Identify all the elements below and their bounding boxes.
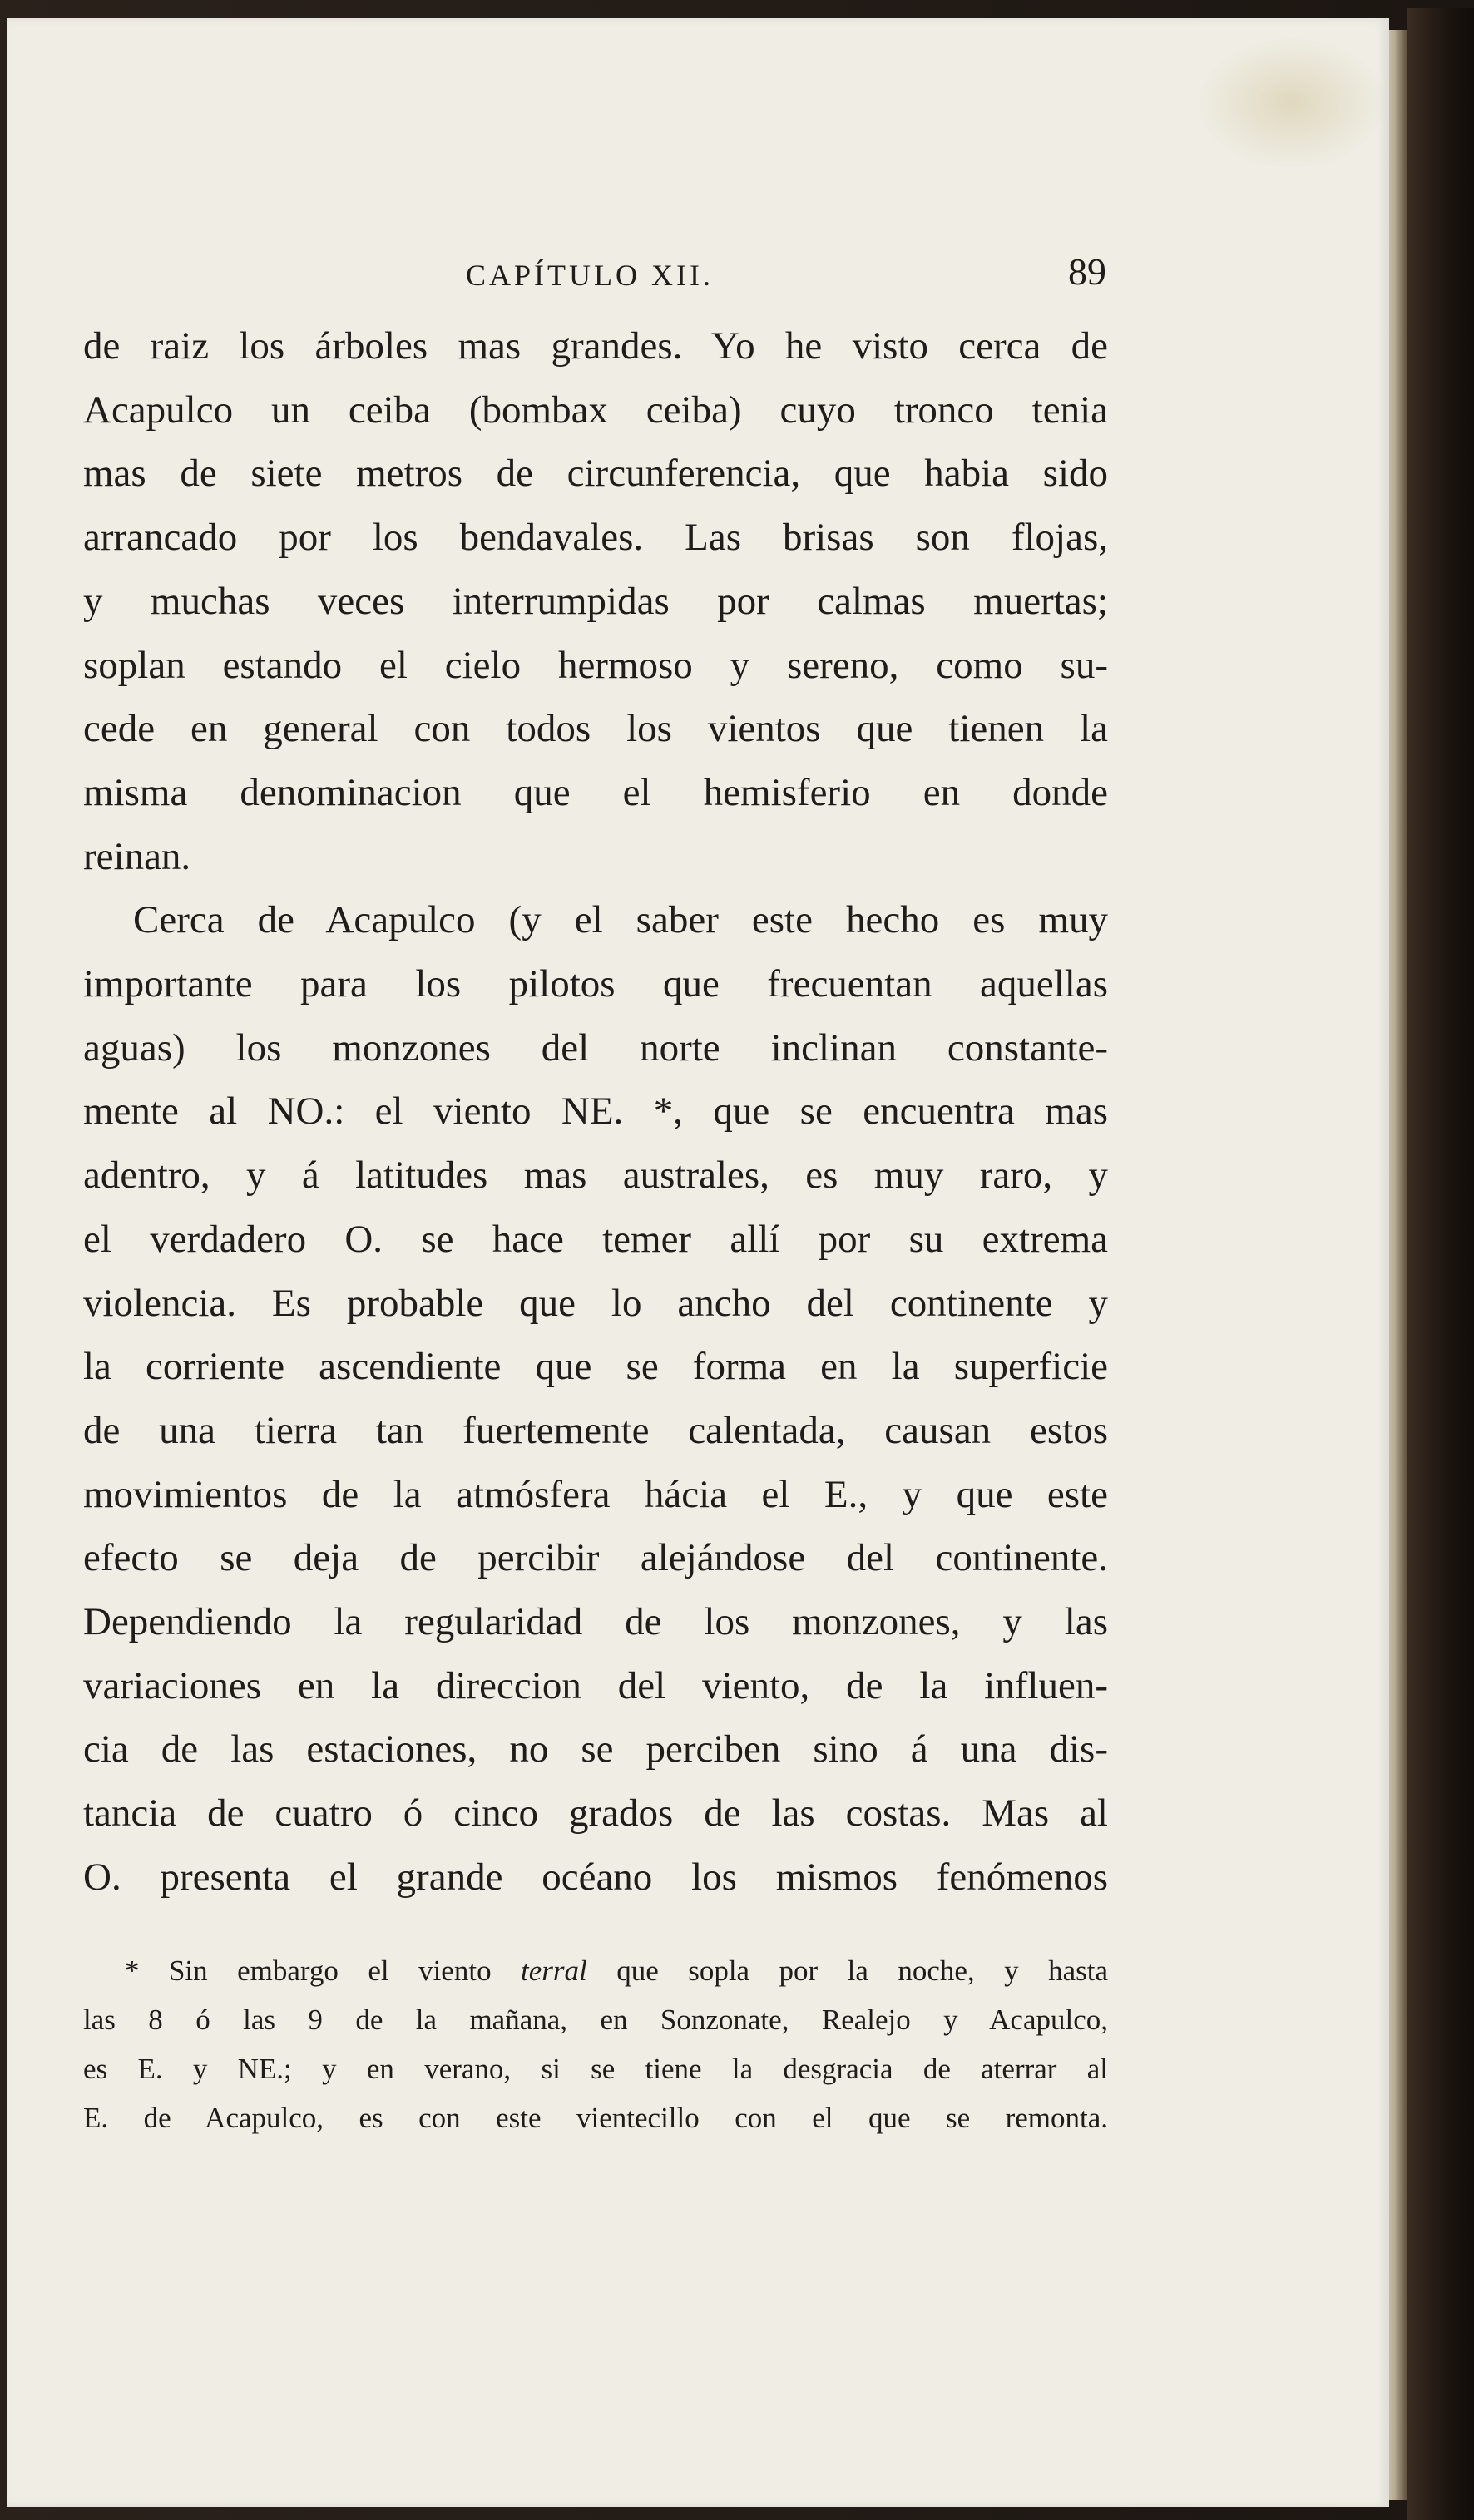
text-line: de raiz los árboles mas grandes. Yo he visto cerca de: [83, 324, 1108, 368]
text-line: mente al NO.: el viento NE. *, que se encuentra mas: [83, 1090, 1108, 1134]
page-stain: [1196, 37, 1387, 170]
text-line: arrancado por los bendavales. Las brisas son flojas,: [83, 516, 1108, 560]
text-line: aguas) los monzones del norte inclinan constante-: [83, 1025, 1108, 1070]
running-head: CAPÍTULO XII.: [466, 259, 714, 292]
text-line: cia de las estaciones, no se perciben sino á una dis-: [83, 1727, 1108, 1771]
text-line: Cerca de Acapulco (y el saber este hecho es muy: [133, 898, 1108, 942]
text-line: y muchas veces interrumpidas por calmas muertas;: [83, 579, 1108, 623]
text-line: tancia de cuatro ó cinco grados de las costas. Mas al: [83, 1791, 1108, 1836]
text-line: variaciones en la direccion del viento, de la influen-: [83, 1663, 1108, 1707]
text-line: de una tierra tan fuertemente calentada, causan estos: [83, 1408, 1108, 1452]
text-line: soplan estando el cielo hermoso y sereno, como su-: [83, 643, 1108, 687]
footnote-line: es E. y NE.; y en verano, si se tiene la desgracia de aterrar al: [83, 2053, 1108, 2085]
book-spine: [1407, 8, 1474, 2520]
page-number: 89: [1068, 250, 1106, 293]
text-line: reinan.: [83, 834, 191, 878]
text-line: Dependiendo la regularidad de los monzones, y las: [83, 1600, 1108, 1644]
text-line: Acapulco un ceiba (bombax ceiba) cuyo tronco tenia: [83, 388, 1108, 432]
footnote-text: que sopla por la noche, y hasta: [586, 1954, 1109, 1987]
text-line: O. presenta el grande océano los mismos fenómenos: [83, 1855, 1108, 1899]
text-line: la corriente ascendiente que se forma en la superficie: [83, 1345, 1108, 1389]
text-line: cede en general con todos los vientos que tienen la: [83, 707, 1108, 751]
footnote-text: * Sin embargo el viento: [125, 1954, 522, 1987]
text-line: efecto se deja de percibir alejándose del continente.: [83, 1536, 1108, 1580]
text-line: violencia. Es probable que lo ancho del continente y: [83, 1281, 1108, 1325]
text-line: movimientos de la atmósfera hácia el E., y que este: [83, 1472, 1108, 1516]
text-line: adentro, y á latitudes mas australes, es muy raro, y: [83, 1154, 1108, 1198]
text-line: misma denominacion que el hemisferio en donde: [83, 770, 1108, 814]
footnote-line: las 8 ó las 9 de la mañana, en Sonzonate, Realejo y Acapulco,: [83, 2004, 1108, 2036]
text-line: mas de siete metros de circunferencia, que habia sido: [83, 452, 1108, 496]
page-header: [83, 250, 1106, 316]
footnote-line: [83, 1946, 1108, 1995]
footnote-italic-term: terral: [521, 1954, 587, 1987]
text-line: el verdadero O. se hace temer allí por su extrema: [83, 1217, 1108, 1261]
footnote: [83, 1946, 1108, 2142]
footnote-line: E. de Acapulco, es con este vientecillo con el que se remonta.: [83, 2102, 1108, 2134]
text-line: importante para los pilotos que frecuentan aquellas: [83, 962, 1108, 1006]
body-text: [83, 314, 1108, 1910]
